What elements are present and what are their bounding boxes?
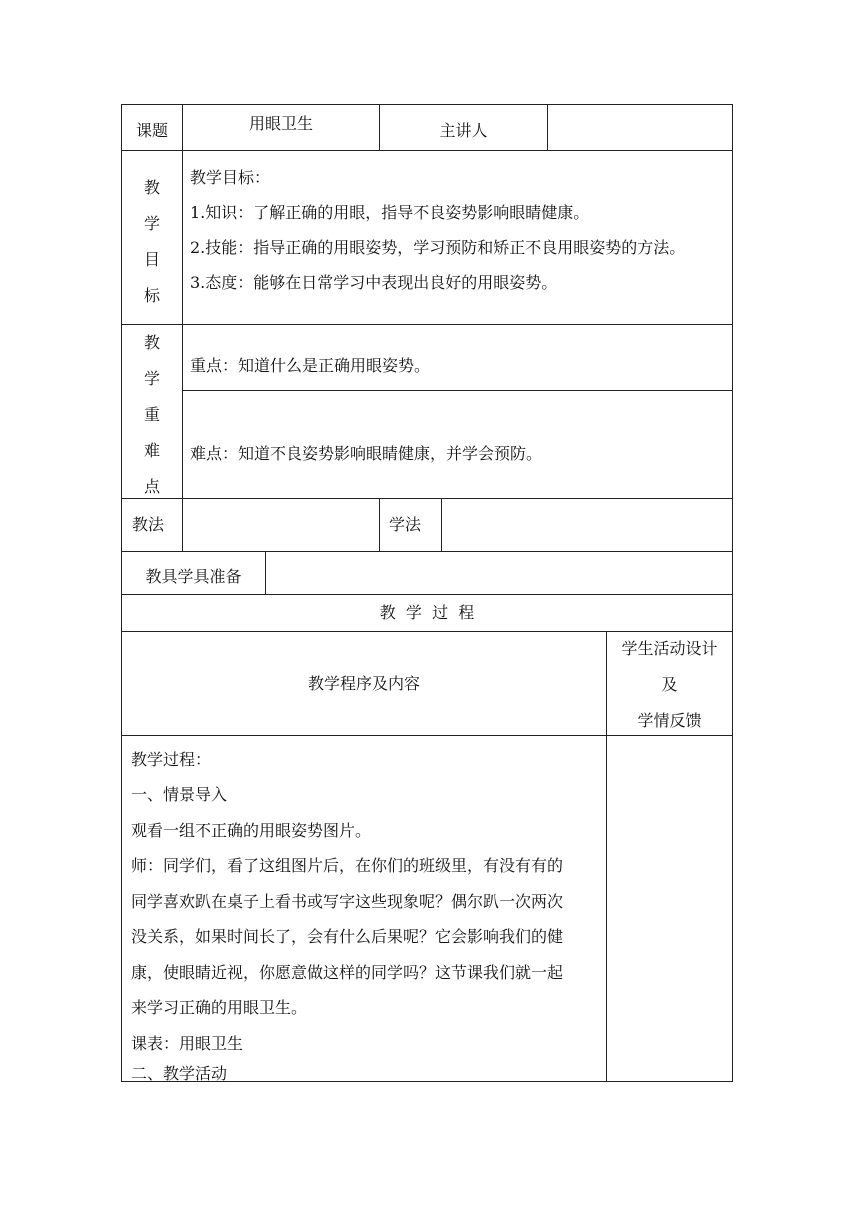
presenter-label: 主讲人 (439, 121, 488, 140)
objective-item: 3.态度：能够在日常学习中表现出良好的用眼姿势。 (190, 273, 558, 292)
key-points-label-char: 点 (143, 477, 160, 496)
row-divider (121, 324, 733, 325)
table-border-right (732, 104, 733, 1082)
objectives-label-char: 标 (143, 286, 160, 305)
objectives-label (122, 170, 182, 314)
key-points-label-char: 学 (143, 369, 160, 388)
key-points-label-char: 重 (143, 405, 160, 424)
objective-item: 2.技能：指导正确的用眼姿势，学习预防和矫正不良用眼姿势的方法。 (190, 238, 686, 257)
key-point-text: 重点：知道什么是正确用眼姿势。 (190, 356, 431, 375)
process-content-header: 教学程序及内容 (307, 673, 420, 693)
process-line: 观看一组不正确的用眼姿势图片。 (131, 821, 372, 840)
process-line: 没关系，如果时间长了，会有什么后果呢？它会影响我们的健 (131, 927, 564, 946)
learning-method-value (442, 499, 732, 551)
learning-method-label: 学法 (388, 515, 421, 534)
process-line: 来学习正确的用眼卫生。 (131, 998, 308, 1017)
key-points-label-char: 难 (143, 441, 160, 460)
student-design-header (607, 634, 732, 735)
topic-label: 课题 (135, 121, 168, 140)
objectives-label-char: 教 (143, 178, 160, 197)
key-points-label (122, 330, 182, 500)
row-divider (121, 150, 733, 151)
objectives-heading: 教学目标： (190, 168, 271, 187)
topic-value: 用眼卫生 (248, 114, 313, 133)
process-line: 教学过程： (131, 750, 212, 769)
process-line: 同学喜欢趴在桌子上看书或写字这些现象呢？偶尔趴一次两次 (131, 892, 564, 911)
objectives-label-char: 学 (143, 214, 160, 233)
teaching-method-label: 教法 (131, 515, 164, 534)
student-design-header-line: 学生活动设计 (621, 638, 718, 658)
process-line: 康，使眼睛近视，你愿意做这样的同学吗？这节课我们就一起 (131, 963, 564, 982)
student-design-header-line: 学情反馈 (637, 710, 702, 730)
row-divider (182, 390, 733, 391)
student-design-header-line: 及 (661, 674, 678, 694)
presenter-value (548, 105, 732, 150)
process-line: 二、教学活动 (131, 1064, 228, 1083)
teaching-method-value (183, 499, 379, 551)
process-title: 教 学 过 程 (379, 603, 475, 622)
materials-value (266, 552, 732, 594)
col-divider (182, 104, 183, 551)
student-feedback-cell (607, 736, 732, 1081)
difficult-point-text: 难点：知道不良姿势影响眼睛健康，并学会预防。 (190, 444, 543, 463)
key-points-label-char: 教 (143, 333, 160, 352)
objective-item: 1.知识：了解正确的用眼，指导不良姿势影响眼睛健康。 (190, 203, 590, 222)
materials-label: 教具学具准备 (145, 567, 242, 586)
process-line: 一、情景导入 (131, 785, 228, 804)
process-line: 师：同学们，看了这组图片后，在你们的班级里，有没有有的 (131, 856, 564, 875)
process-line: 课表：用眼卫生 (131, 1034, 244, 1053)
objectives-label-char: 目 (143, 250, 160, 269)
